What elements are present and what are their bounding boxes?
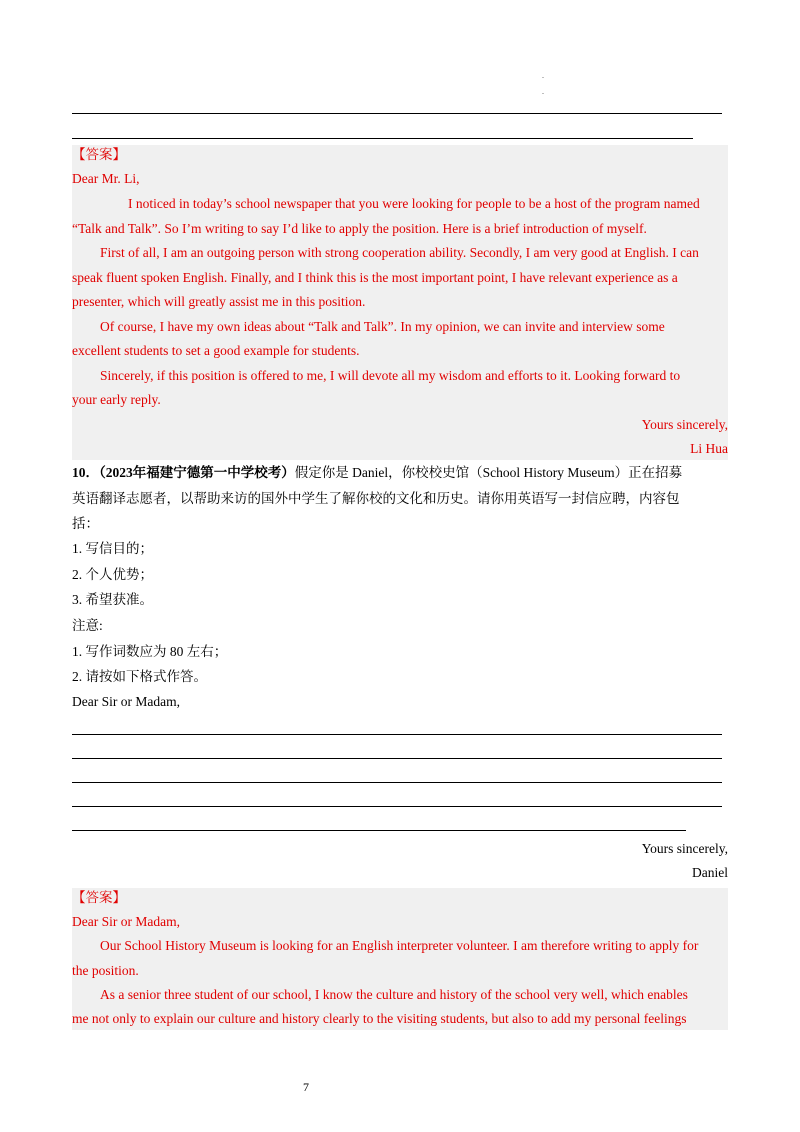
writing-line bbox=[72, 806, 722, 807]
answer-text-line: your early reply. bbox=[72, 392, 161, 407]
answer-closing: Yours sincerely, bbox=[641, 417, 728, 432]
question-text-line: 括： bbox=[72, 516, 99, 531]
answer-block-1 bbox=[72, 145, 728, 460]
answer-line bbox=[72, 138, 693, 139]
note-item: 1. 写作词数应为 80 左右； bbox=[72, 644, 228, 659]
dot-mark: . bbox=[542, 71, 544, 80]
answer-text-line: Of course, I have my own ideas about “Talk and Talk”. In my opinion, we can invite and interview some bbox=[100, 319, 665, 334]
answer-label: 【答案】 bbox=[72, 890, 126, 905]
letter-closing: Yours sincerely, bbox=[641, 841, 728, 856]
question-text-line: 英语翻译志愿者，以帮助来访的国外中学生了解你校的文化和历史。请你用英语写一封信应聘，内容包 bbox=[72, 491, 680, 506]
answer-text-line: I noticed in today’s school newspaper that you were looking for people to be a host of the program named bbox=[128, 196, 700, 211]
letter-greeting: Dear Sir or Madam, bbox=[72, 694, 180, 709]
dot-mark: . bbox=[542, 87, 544, 96]
requirement-item: 1. 写信目的； bbox=[72, 541, 153, 556]
letter-signature: Daniel bbox=[692, 865, 728, 880]
requirement-item: 2. 个人优势； bbox=[72, 567, 153, 582]
question-text: 假定你是 Daniel，你校校史馆（School History Museum）正在招募 bbox=[294, 465, 683, 480]
answer-text-line: speak fluent spoken English. Finally, and I think this is the most important point, I have relevant experience as a bbox=[72, 270, 678, 285]
answer-greeting: Dear Sir or Madam, bbox=[72, 914, 180, 929]
answer-greeting: Dear Mr. Li, bbox=[72, 171, 140, 186]
writing-line bbox=[72, 782, 722, 783]
answer-text-line: First of all, I am an outgoing person with strong cooperation ability. Secondly, I am very good at English. I can bbox=[100, 245, 699, 260]
note-item: 2. 请按如下格式作答。 bbox=[72, 669, 207, 684]
question-source: （2023年福建宁德第一中学校考） bbox=[99, 465, 295, 480]
answer-block-2 bbox=[72, 888, 728, 1030]
writing-line bbox=[72, 758, 722, 759]
answer-text-line: Sincerely, if this position is offered to me, I will devote all my wisdom and efforts to it. Looking forward to bbox=[100, 368, 681, 383]
question-10-line1 bbox=[72, 463, 682, 483]
answer-text-line: the position. bbox=[72, 963, 139, 978]
answer-text-line: me not only to explain our culture and history clearly to the visiting students, but also to add my personal feelings bbox=[72, 1011, 687, 1026]
writing-line bbox=[72, 734, 722, 735]
answer-text-line: excellent students to set a good example for students. bbox=[72, 343, 360, 358]
answer-text-line: Our School History Museum is looking for an English interpreter volunteer. I am therefore writing to apply for bbox=[100, 938, 699, 953]
page-number: 7 bbox=[303, 1080, 309, 1094]
answer-line bbox=[72, 113, 722, 114]
answer-label: 【答案】 bbox=[72, 147, 126, 162]
answer-text-line: “Talk and Talk”. So I’m writing to say I’d like to apply the position. Here is a brief introduction of myself. bbox=[72, 221, 647, 236]
requirement-item: 3. 希望获准。 bbox=[72, 592, 153, 607]
answer-text-line: presenter, which will greatly assist me in this position. bbox=[72, 294, 366, 309]
answer-signature: Li Hua bbox=[690, 441, 728, 456]
writing-line bbox=[72, 830, 686, 831]
question-number: 10． bbox=[72, 465, 99, 480]
note-label: 注意: bbox=[72, 618, 103, 633]
answer-text-line: As a senior three student of our school, I know the culture and history of the school very well, which enables bbox=[100, 987, 688, 1002]
